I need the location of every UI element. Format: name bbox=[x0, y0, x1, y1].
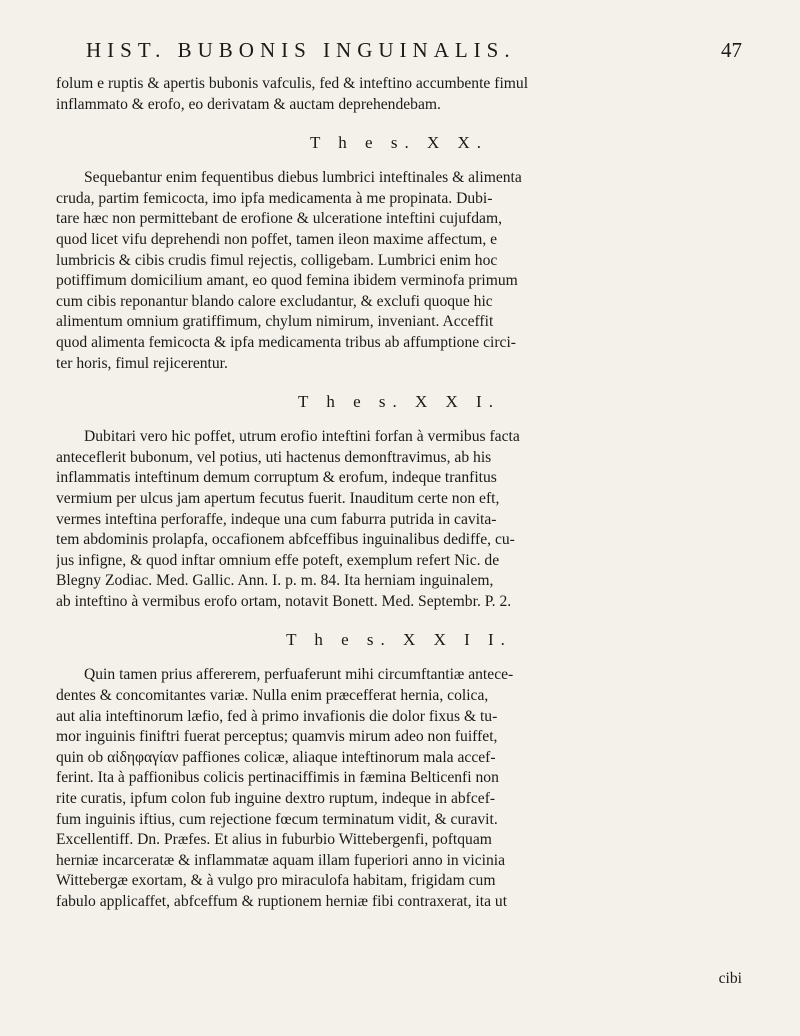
paragraph-thesis-xx bbox=[56, 168, 742, 374]
text-line: ferint. Ita à paffionibus colicis pertinaciffimis in fæmina Belticenfi non bbox=[56, 769, 499, 787]
catchword: cibi bbox=[718, 970, 742, 987]
text-line: folum e ruptis & apertis bubonis vafculis, fed & inteftino accumbente fimul bbox=[56, 75, 529, 92]
page-number: 47 bbox=[721, 38, 742, 62]
text-line: vermium per ulcus jam apertum fecutus fuerit. Inauditum certe non eft, bbox=[56, 489, 500, 507]
text-line: ab inteftino à vermibus erofo ortam, notavit Bonett. Med. Septembr. P. 2. bbox=[56, 592, 512, 610]
running-title: HIST. BUBONIS INGUINALIS. bbox=[86, 38, 516, 62]
running-head bbox=[56, 38, 742, 74]
text-line: Quin tamen prius affererem, perfuaferunt mihi circumftantiæ antece- bbox=[84, 666, 514, 684]
text-line: Excellentiff. Dn. Præfes. Et alius in fuburbio Wittebergenfi, poftquam bbox=[56, 831, 492, 849]
text-line: inflammatis inteftinum demum corruptum & erofum, indeque tranfitus bbox=[56, 469, 497, 487]
text-line: quod alimenta femicocta & ipfa medicamenta tribus ab affumptione circi- bbox=[56, 333, 516, 351]
paragraph-thesis-xxi bbox=[56, 427, 742, 612]
thesis-heading-xxi: T h e s. X X I. bbox=[298, 392, 500, 412]
text-line: Sequebantur enim fequentibus diebus lumbrici inteftinales & alimenta bbox=[84, 169, 522, 187]
text-line: Blegny Zodiac. Med. Gallic. Ann. I. p. m. 84. Ita herniam inguinalem, bbox=[56, 572, 494, 590]
text-line: cruda, partim femicocta, imo ipfa medicamenta à me propinata. Dubi- bbox=[56, 189, 493, 207]
text-line: cum cibis reponantur blando calore excludantur, & exclufi quoque hic bbox=[56, 292, 493, 310]
text-line: quin ob αἰδηφαγίαν paffiones colicæ, aliaque inteftinorum mala accef- bbox=[56, 748, 496, 766]
text-line: alimentum omnium gratiffimum, chylum nimirum, inveniant. Acceffit bbox=[56, 313, 494, 331]
text-line: tare hæc non permittebant de erofione & ulceratione inteftini cujufdam, bbox=[56, 210, 502, 228]
text-line: potiffimum domicilium amant, eo quod femina ibidem verminofa primum bbox=[56, 272, 518, 290]
thesis-heading-xx: T h e s. X X. bbox=[309, 133, 489, 153]
text-line: mor inguinis finiftri fuerat perceptus; quamvis mirum adeo non fuiffet, bbox=[56, 728, 498, 746]
text-line: fabulo applicaffet, abfceffum & ruptionem herniæ fibi contraxerat, ita ut bbox=[56, 893, 508, 910]
text-line: herniæ incarceratæ & inflammatæ aquam illam fuperiori anno in vicinia bbox=[56, 851, 506, 869]
text-line: tem abdominis prolapfa, occafionem abfceffibus inguinalibus dediffe, cu- bbox=[56, 531, 515, 549]
thesis-heading-xxii: T h e s. X X I I. bbox=[286, 630, 512, 650]
text-line: dentes & concomitantes variæ. Nulla enim præcefferat hernia, colica, bbox=[56, 687, 489, 705]
paragraph-thesis-xxii bbox=[56, 665, 742, 912]
text-line: Dubitari vero hic poffet, utrum erofio inteftini forfan à vermibus facta bbox=[84, 428, 520, 446]
text-line: quod licet vifu deprehendi non poffet, tamen ileon maxime affectum, e bbox=[56, 230, 498, 248]
paragraph-intro bbox=[56, 74, 742, 115]
text-line: fum inguinis iftius, cum rejectione fœcum terminatum vidit, & curavit. bbox=[56, 810, 498, 828]
text-line: jus infigne, & quod inftar omnium effe poteft, exemplum refert Nic. de bbox=[56, 551, 500, 569]
text-line: vermes inteftina perforaffe, indeque una cum faburra putrida in cavita- bbox=[56, 510, 497, 528]
text-line: ter horis, fimul rejicerentur. bbox=[56, 354, 228, 372]
text-line: anteceflerit bubonum, vel potius, uti hactenus demonftravimus, ab his bbox=[56, 448, 492, 466]
text-line: aut alia inteftinorum læfio, fed à primo invafionis die dolor fixus & tu- bbox=[56, 707, 498, 725]
text-line: lumbricis & cibis crudis fimul rejectis, colligebam. Lumbrici enim hoc bbox=[56, 251, 498, 269]
text-line: inflammato & erofo, eo derivatam & auctam deprehendebam. bbox=[56, 95, 441, 113]
text-line: Wittebergæ exortam, & à vulgo pro miraculofa habitam, frigidam cum bbox=[56, 872, 496, 890]
text-line: rite curatis, ipfum colon fub inguine dextro ruptum, indeque in abfcef- bbox=[56, 790, 496, 808]
